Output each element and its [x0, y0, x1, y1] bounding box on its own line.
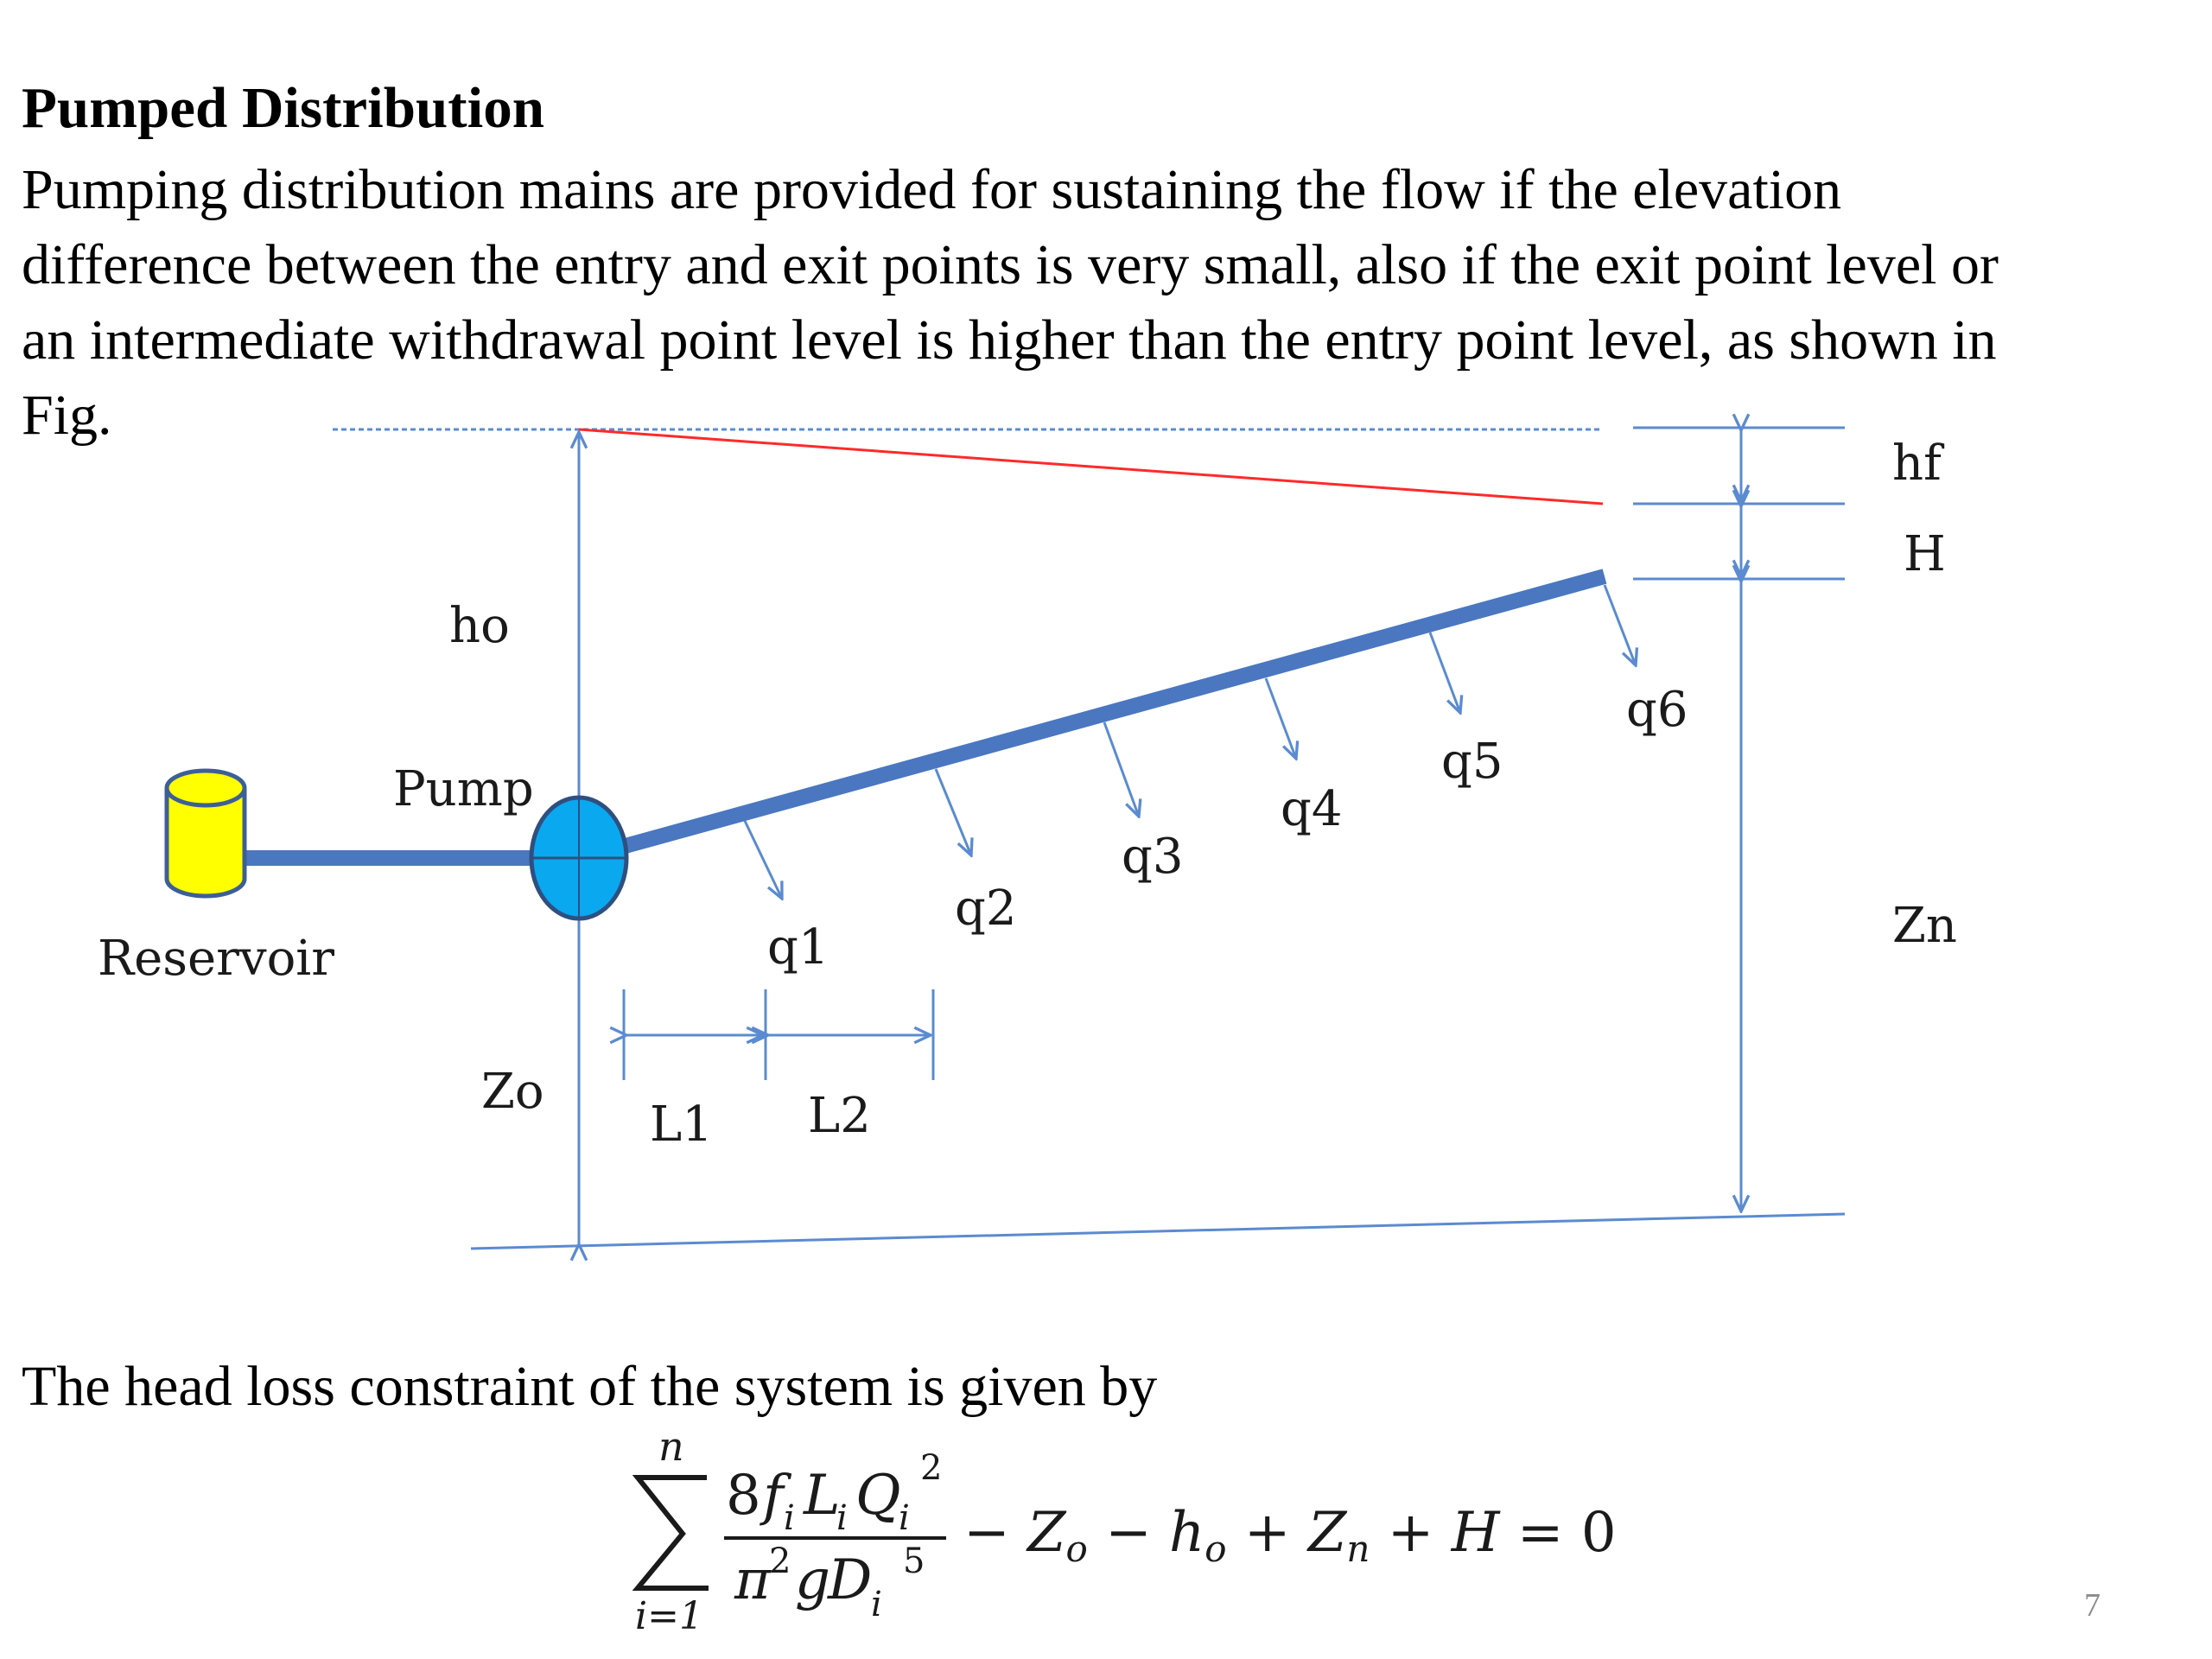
h-o: h	[1169, 1501, 1205, 1565]
summation-sign	[638, 1478, 709, 1588]
q1-label: q1	[767, 919, 830, 976]
paragraph-line: Fig.	[22, 384, 112, 447]
den-D: D	[828, 1548, 873, 1612]
z-n-sub: n	[1346, 1528, 1370, 1570]
num-f-sub: i	[784, 1498, 795, 1538]
zo-label: Zo	[481, 1064, 544, 1120]
summation-lower-limit: i=1	[635, 1594, 703, 1638]
hf-label: hf	[1892, 435, 1942, 492]
l2-label: L2	[808, 1088, 871, 1144]
page-heading: Pumped Distribution	[22, 76, 544, 140]
num-Q-sup: 2	[920, 1448, 943, 1488]
h-o-sub: o	[1205, 1528, 1227, 1570]
h-term: H	[1451, 1501, 1500, 1565]
fraction-denominator	[734, 1541, 925, 1624]
paragraph-line: Pumping distribution mains are provided for sustaining the flow if the elevation	[22, 158, 1842, 221]
q2-label: q2	[955, 880, 1017, 937]
paragraph-line: an intermediate withdrawal point level is higher than the entry point level, as shown in	[22, 308, 1997, 372]
den-D-sup: 5	[903, 1541, 925, 1581]
paragraph-line: difference between the entry and exit points is very small, also if the exit point level or	[22, 233, 1999, 296]
page-number: 7	[2084, 1587, 2101, 1624]
z-o-sub: o	[1065, 1528, 1088, 1570]
plus-sign: +	[1370, 1501, 1452, 1565]
equals-zero: = 0	[1499, 1501, 1617, 1565]
num-L-sub: i	[836, 1498, 848, 1538]
q5-label: q5	[1441, 734, 1503, 790]
q6-label: q6	[1626, 682, 1688, 738]
den-g: g	[795, 1548, 830, 1612]
den-pi: π	[734, 1548, 772, 1612]
reservoir-label: Reservoir	[98, 931, 334, 987]
num-Q: Q	[855, 1464, 901, 1528]
l1-label: L1	[650, 1096, 713, 1153]
zn-label: Zn	[1892, 898, 1957, 954]
summation-upper-limit: n	[658, 1423, 684, 1470]
minus-sign: −	[963, 1501, 1027, 1565]
z-n: Z	[1307, 1501, 1347, 1565]
equation-remainder	[963, 1501, 1617, 1570]
fraction-numerator	[726, 1448, 942, 1538]
num-L: L	[804, 1464, 841, 1528]
z-o: Z	[1027, 1501, 1066, 1565]
minus-sign: −	[1087, 1501, 1170, 1565]
num-f: f	[763, 1464, 784, 1528]
den-D-sub: i	[871, 1585, 882, 1624]
q4-label: q4	[1281, 781, 1343, 837]
h-label: H	[1904, 526, 1946, 582]
pump-label: Pump	[393, 761, 534, 817]
equation-caption: The head loss constraint of the system is given by	[22, 1355, 1158, 1418]
den-pi-sup: 2	[769, 1541, 791, 1581]
num-Q-sub: i	[899, 1498, 910, 1538]
q3-label: q3	[1122, 829, 1184, 885]
ho-label: ho	[449, 598, 510, 654]
num-coefficient: 8	[726, 1464, 761, 1528]
plus-sign: +	[1226, 1501, 1308, 1565]
